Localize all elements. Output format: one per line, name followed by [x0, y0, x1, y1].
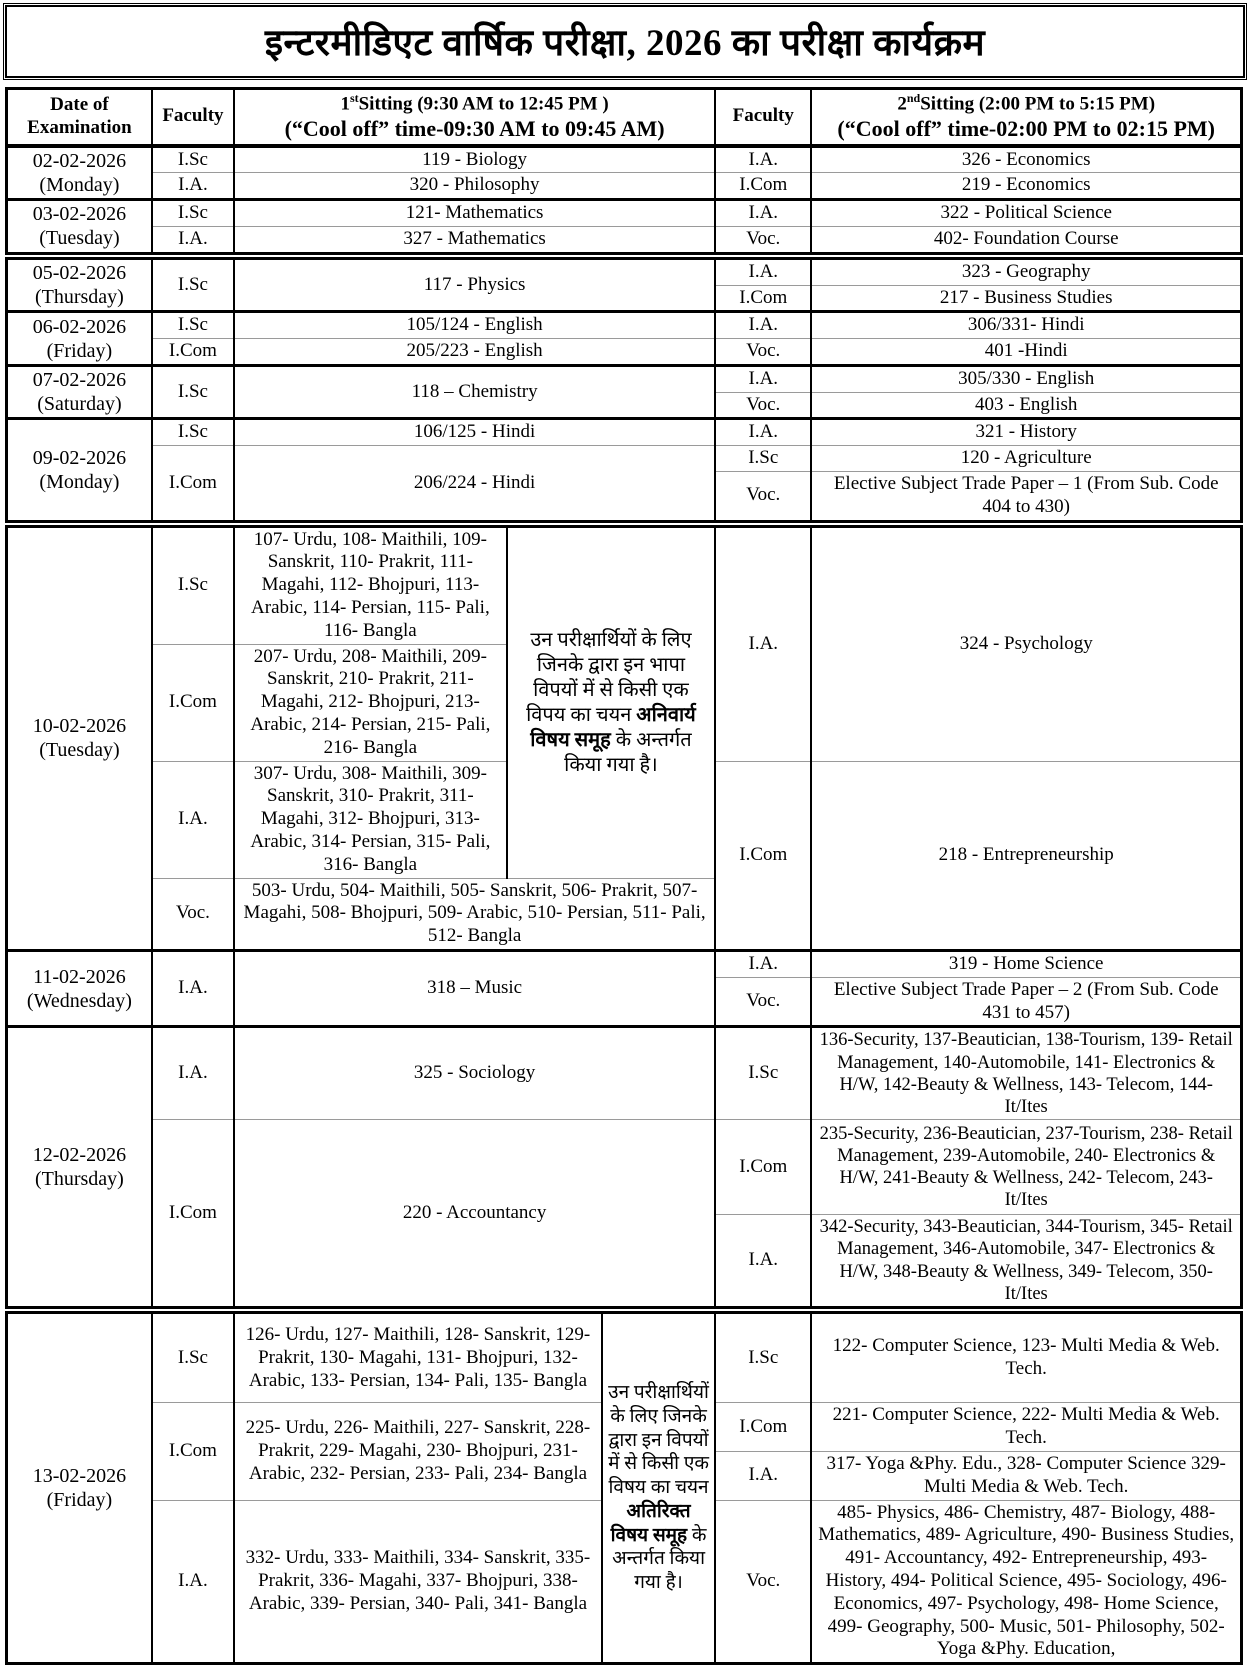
subject-cell: 218 - Entrepreneurship [811, 761, 1241, 950]
faculty-cell: Voc. [715, 226, 811, 255]
col-header-sitting-2 [811, 89, 1241, 146]
faculty-cell: I.Com [715, 1403, 811, 1452]
faculty-cell: I.Sc [152, 146, 234, 173]
subject-cell: 325 - Sociology [234, 1027, 715, 1120]
subject-cell: 503- Urdu, 504- Maithili, 505- Sanskrit, 506- Prakrit, 507- Magahi, 508- Bhojpuri, 509- Arabic, 510- Persian, 511- Pali, 512- Bangla [234, 878, 715, 950]
faculty-cell: I.Sc [152, 419, 234, 446]
faculty-cell: I.Sc [152, 1310, 234, 1403]
date-cell [7, 419, 152, 524]
faculty-cell: I.Com [152, 446, 234, 524]
date-text: 06-02-2026 [32, 315, 127, 338]
note-text: के अन्तर्गत किया गया है। [564, 728, 692, 776]
sitting-1-ordinal: st [349, 91, 359, 105]
sitting-2-hours: Sitting (2:00 PM to 5:15 PM) [920, 93, 1156, 115]
faculty-cell: I.Com [715, 173, 811, 200]
faculty-cell: Voc. [715, 339, 811, 366]
faculty-cell: I.A. [715, 1215, 811, 1310]
subject-cell: 323 - Geography [811, 256, 1241, 285]
sitting-2-cooloff: (“Cool off” time-02:00 PM to 02:15 PM) [837, 116, 1215, 142]
faculty-cell: I.Sc [715, 446, 811, 472]
subject-cell: 120 - Agriculture [811, 446, 1241, 472]
subject-cell: 318 – Music [234, 951, 715, 1027]
note-text: के अन्तर्गत किया गया है। [612, 1524, 707, 1594]
subject-cell: 106/125 - Hindi [234, 419, 715, 446]
sitting-1-time [240, 91, 709, 116]
note-bold-text: अतिरिक्त विषय समूह [610, 1500, 691, 1546]
sitting-1-cooloff: (“Cool off” time-09:30 AM to 09:45 AM) [284, 116, 665, 142]
day-text: (Monday) [39, 173, 120, 196]
date-text: 11-02-2026 [33, 965, 126, 988]
date-text: 02-02-2026 [32, 149, 127, 172]
subject-cell: 402- Foundation Course [811, 226, 1241, 255]
faculty-cell: I.A. [715, 312, 811, 339]
date-text: 13-02-2026 [32, 1465, 127, 1488]
page-title: इन्टरमीडिएट वार्षिक परीक्षा, 2026 का परीक्षा कार्यक्रम [264, 23, 986, 64]
sitting-2-time [817, 91, 1235, 116]
date-cell [7, 146, 152, 200]
subject-cell: 319 - Home Science [811, 951, 1241, 978]
faculty-cell: I.A. [152, 173, 234, 200]
subject-cell: 206/224 - Hindi [234, 446, 715, 524]
faculty-cell: I.A. [715, 419, 811, 446]
subject-cell: 107- Urdu, 108- Maithili, 109- Sanskrit, 110- Prakrit, 111- Magahi, 112- Bhojpuri, 113- Arabic, 114- Persian, 115- Pali, 116- Bangla [234, 524, 507, 644]
faculty-cell: I.Com [715, 761, 811, 950]
date-text: 05-02-2026 [32, 262, 127, 284]
day-text: (Thursday) [34, 1168, 124, 1191]
note-text: उन परीक्षार्थियों के लिए जिनके द्वारा इन विपयों में से किसी एक विषय का चयन [608, 1382, 709, 1499]
sitting-2-ordinal: nd [906, 91, 921, 105]
faculty-cell: I.Com [152, 339, 234, 366]
faculty-cell: Voc. [715, 392, 811, 419]
note-bold-text: अनिवार्य विषय समूह [530, 703, 696, 751]
faculty-cell: I.A. [715, 524, 811, 761]
subject-cell: 122- Computer Science, 123- Multi Media & Web. Tech. [811, 1310, 1241, 1403]
subject-cell: 322 - Political Science [811, 200, 1241, 227]
subject-cell: 217 - Business Studies [811, 285, 1241, 312]
subject-cell: 205/223 - English [234, 339, 715, 366]
faculty-cell: Voc. [715, 1500, 811, 1664]
date-text: 09-02-2026 [32, 447, 127, 470]
subject-cell: 126- Urdu, 127- Maithili, 128- Sanskrit, 129- Prakrit, 130- Magahi, 131- Bhojpuri, 132- Arabic, 133- Persian, 134- Pali, 135- Bangla [234, 1310, 602, 1403]
faculty-cell: I.Sc [715, 1027, 811, 1120]
day-text: (Tuesday) [39, 739, 120, 762]
note-text: उन परीक्षार्थियों के लिए जिनके द्वारा इन भापा विपयों में से किसी एक विपय का चयन [526, 628, 692, 726]
col-header-faculty-1: Faculty [152, 89, 234, 146]
date-cell [7, 256, 152, 312]
day-text: (Tuesday) [39, 227, 120, 250]
subject-cell: Elective Subject Trade Paper – 2 (From Sub. Code 431 to 457) [811, 977, 1241, 1027]
subject-cell: 485- Physics, 486- Chemistry, 487- Biology, 488- Mathematics, 489- Agriculture, 490- Business Studies, 491- Accountancy, 492- Entrepreneurship, 493- History, 494- Political Science, 495- Sociology, 496- Economics, 497- Psychology, 498- Home Science, 499- Geography, 500- Music, 501- Philosophy, 502- Yoga &Phy. Education, [811, 1500, 1241, 1664]
faculty-cell: I.Com [715, 285, 811, 312]
faculty-cell: Voc. [152, 878, 234, 950]
faculty-cell: I.Com [152, 644, 234, 761]
date-text: 07-02-2026 [32, 369, 127, 392]
date-text: 10-02-2026 [32, 715, 127, 738]
date-text: 12-02-2026 [32, 1144, 127, 1167]
subject-cell: Elective Subject Trade Paper – 1 (From Sub. Code 404 to 430) [811, 472, 1241, 524]
day-text: (Saturday) [37, 393, 122, 416]
faculty-cell: I.Com [715, 1120, 811, 1215]
subject-cell: 235-Security, 236-Beautician, 237-Tourism, 238- Retail Management, 239-Automobile, 240- Electronics & H/W, 241-Beauty & Wellness, 242- Telecom, 243- It/Ites [811, 1120, 1241, 1215]
faculty-cell: I.A. [715, 200, 811, 227]
date-cell [7, 200, 152, 256]
day-text: (Thursday) [34, 286, 124, 308]
faculty-cell: I.A. [152, 1027, 234, 1120]
faculty-cell: I.A. [715, 1452, 811, 1501]
subject-cell: 317- Yoga &Phy. Edu., 328- Computer Science 329- Multi Media & Web. Tech. [811, 1452, 1241, 1501]
date-cell [7, 951, 152, 1027]
subject-cell: 221- Computer Science, 222- Multi Media & Web. Tech. [811, 1403, 1241, 1452]
faculty-cell: I.A. [152, 1500, 234, 1664]
date-cell [7, 1027, 152, 1310]
subject-cell: 225- Urdu, 226- Maithili, 227- Sanskrit, 228- Prakrit, 229- Magahi, 230- Bhojpuri, 231- Arabic, 232- Persian, 233- Pali, 234- Bangla [234, 1403, 602, 1500]
subject-cell: 305/330 - English [811, 365, 1241, 392]
subject-cell: 220 - Accountancy [234, 1120, 715, 1310]
faculty-cell: I.A. [715, 365, 811, 392]
subject-cell: 326 - Economics [811, 146, 1241, 173]
additional-group-note [602, 1310, 715, 1664]
faculty-cell: I.A. [715, 951, 811, 978]
faculty-cell: I.Sc [152, 200, 234, 227]
faculty-cell: I.Sc [152, 365, 234, 419]
date-cell [7, 365, 152, 419]
faculty-cell: I.A. [715, 256, 811, 285]
sitting-2-number: 2 [897, 93, 907, 115]
col-header-faculty-2: Faculty [715, 89, 811, 146]
subject-cell: 121- Mathematics [234, 200, 715, 227]
date-cell [7, 312, 152, 366]
compulsory-group-note [507, 524, 715, 878]
subject-cell: 207- Urdu, 208- Maithili, 209- Sanskrit, 210- Prakrit, 211- Magahi, 212- Bhojpuri, 213- Arabic, 214- Persian, 215- Pali, 216- Bangla [234, 644, 507, 761]
subject-cell: 320 - Philosophy [234, 173, 715, 200]
subject-cell: 324 - Psychology [811, 524, 1241, 761]
subject-cell: 307- Urdu, 308- Maithili, 309- Sanskrit, 310- Prakrit, 311- Magahi, 312- Bhojpuri, 313- Arabic, 314- Persian, 315- Pali, 316- Bangla [234, 761, 507, 878]
faculty-cell: I.Sc [715, 1310, 811, 1403]
faculty-cell: I.A. [152, 226, 234, 255]
subject-cell: 332- Urdu, 333- Maithili, 334- Sanskrit, 335- Prakrit, 336- Magahi, 337- Bhojpuri, 338- Arabic, 339- Persian, 340- Pali, 341- Bangla [234, 1500, 602, 1664]
day-text: (Wednesday) [26, 989, 132, 1012]
faculty-cell: Voc. [715, 977, 811, 1027]
subject-cell: 118 – Chemistry [234, 365, 715, 419]
subject-cell: 306/331- Hindi [811, 312, 1241, 339]
faculty-cell: I.Com [152, 1403, 234, 1500]
subject-cell: 219 - Economics [811, 173, 1241, 200]
sitting-1-number: 1 [340, 93, 350, 115]
day-text: (Monday) [39, 471, 120, 494]
subject-cell: 327 - Mathematics [234, 226, 715, 255]
faculty-cell: Voc. [715, 472, 811, 524]
exam-schedule-table [5, 87, 1243, 1665]
date-cell [7, 1310, 152, 1664]
sitting-1-hours: Sitting (9:30 AM to 12:45 PM ) [358, 93, 609, 115]
subject-cell: 136-Security, 137-Beautician, 138-Tourism, 139- Retail Management, 140-Automobile, 141- Electronics & H/W, 142-Beauty & Wellness, 143- Telecom, 144- It/Ites [811, 1027, 1241, 1120]
subject-cell: 321 - History [811, 419, 1241, 446]
subject-cell: 342-Security, 343-Beautician, 344-Tourism, 345- Retail Management, 346-Automobile, 347- Electronics & H/W, 348-Beauty & Wellness, 349- Telecom, 350- It/Ites [811, 1215, 1241, 1310]
subject-cell: 403 - English [811, 392, 1241, 419]
faculty-cell: I.A. [715, 146, 811, 173]
date-text: 03-02-2026 [32, 203, 127, 226]
date-cell [7, 524, 152, 951]
day-text: (Friday) [46, 1489, 113, 1512]
col-header-date: Date of Examination [7, 89, 152, 146]
day-text: (Friday) [46, 339, 113, 362]
subject-cell: 117 - Physics [234, 256, 715, 312]
faculty-cell: I.Sc [152, 524, 234, 644]
faculty-cell: I.Sc [152, 256, 234, 312]
faculty-cell: I.Sc [152, 312, 234, 339]
subject-cell: 401 -Hindi [811, 339, 1241, 366]
subject-cell: 105/124 - English [234, 312, 715, 339]
page-title-box [5, 5, 1245, 78]
faculty-cell: I.A. [152, 761, 234, 878]
col-header-sitting-1 [234, 89, 715, 146]
faculty-cell: I.Com [152, 1120, 234, 1310]
subject-cell: 119 - Biology [234, 146, 715, 173]
faculty-cell: I.A. [152, 951, 234, 1027]
